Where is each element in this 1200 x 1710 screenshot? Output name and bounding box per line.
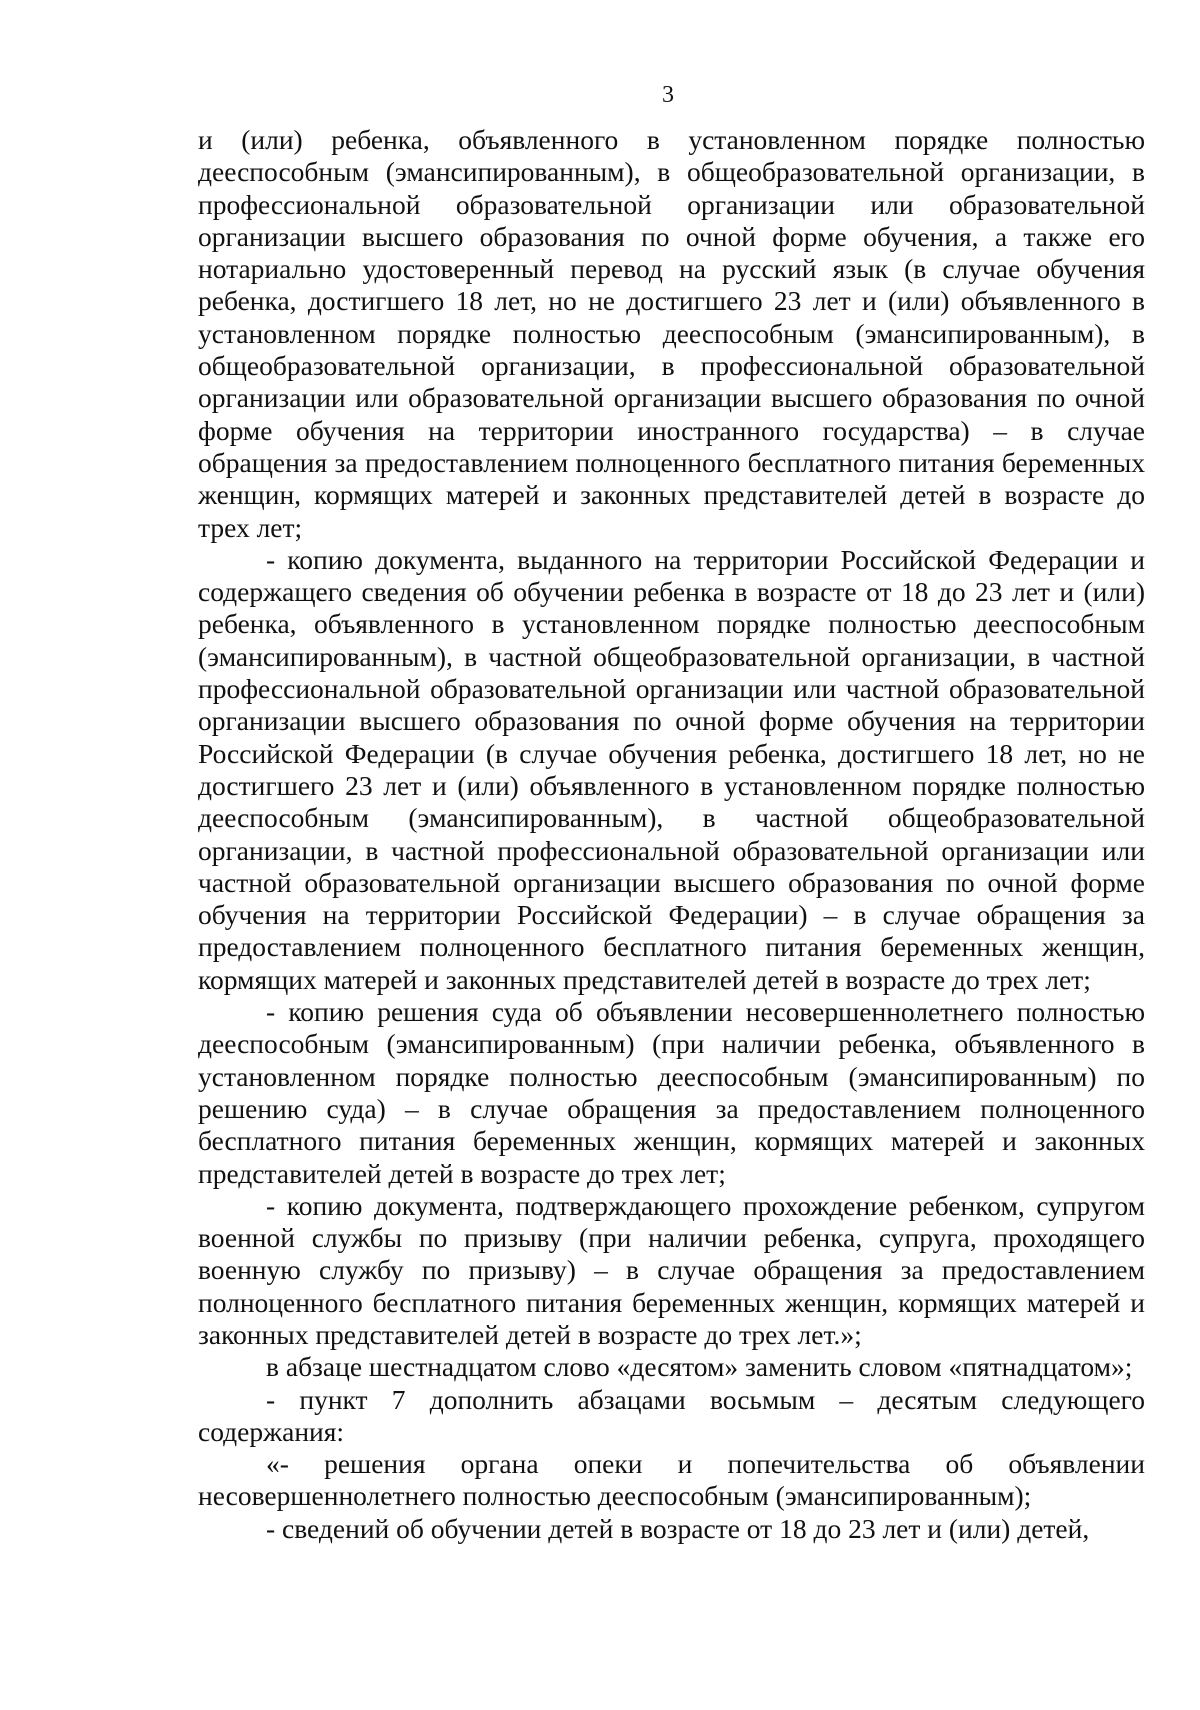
paragraph-3: - копию решения суда об объявлении несовершеннолетнего полностью дееспособным (эмансипированным) (при наличии ребенка, объявленного в установленном порядке полностью дееспособным (эмансипированным) по решению суда) – в случае обращения за предоставлением полноценного бесплатного питания беременных женщин, кормящих матерей и законных представителей детей в возрасте до трех лет; [198,996,1145,1189]
paragraph-1: и (или) ребенка, объявленного в установленном порядке полностью дееспособным (эмансипированным), в общеобразовательной организации, в профессиональной образовательной организации или образовательной организации высшего образования по очной форме обучения, а также его нотариально удостоверенный перевод на русский язык (в случае обучения ребенка, достигшего 18 лет, но не достигшего 23 лет и (или) объявленного в установленном порядке полностью дееспособным (эмансипированным), в общеобразовательной организации, в профессиональной образовательной организации или образовательной организации высшего образования по очной форме обучения на территории иностранного государства) – в случае обращения за предоставлением полноценного бесплатного питания беременных женщин, кормящих матерей и законных представителей детей в возрасте до трех лет; [198,124,1145,543]
page-number: 3 [662,82,674,108]
paragraph-2: - копию документа, выданного на территории Российской Федерации и содержащего сведения об обучении ребенка в возрасте от 18 до 23 лет и (или) ребенка, объявленного в установленном порядке полностью дееспособным (эмансипированным), в частной общеобразовательной организации, в частной профессиональной образовательной организации или частной образовательной организации высшего образования по очной форме обучения на территории Российской Федерации (в случае обучения ребенка, достигшего 18 лет, но не достигшего 23 лет и (или) объявленного в установленном порядке полностью дееспособным (эмансипированным), в частной общеобразовательной организации, в частной профессиональной образовательной организации или частной образовательной организации высшего образования по очной форме обучения на территории Российской Федерации) – в случае обращения за предоставлением полноценного бесплатного питания беременных женщин, кормящих матерей и законных представителей детей в возрасте до трех лет; [198,543,1145,995]
paragraph-4: - копию документа, подтверждающего прохождение ребенком, супругом военной службы по призыву (при наличии ребенка, супруга, проходящего военную службу по призыву) – в случае обращения за предоставлением полноценного бесплатного питания беременных женщин, кормящих матерей и законных представителей детей в возрасте до трех лет.»; [198,1189,1145,1350]
paragraph-5: в абзаце шестнадцатом слово «десятом» заменить словом «пятнадцатом»; [266,1351,1133,1383]
paragraph-6: - пункт 7 дополнить абзацами восьмым – десятым следующего содержания: [198,1383,1145,1447]
paragraph-8: - сведений об обучении детей в возрасте от 18 до 23 лет и (или) детей, [266,1512,1090,1544]
paragraph-7: «- решения органа опеки и попечительства об объявлении несовершеннолетнего полностью дееспособным (эмансипированным); [198,1448,1145,1512]
document-body [198,124,1145,1545]
